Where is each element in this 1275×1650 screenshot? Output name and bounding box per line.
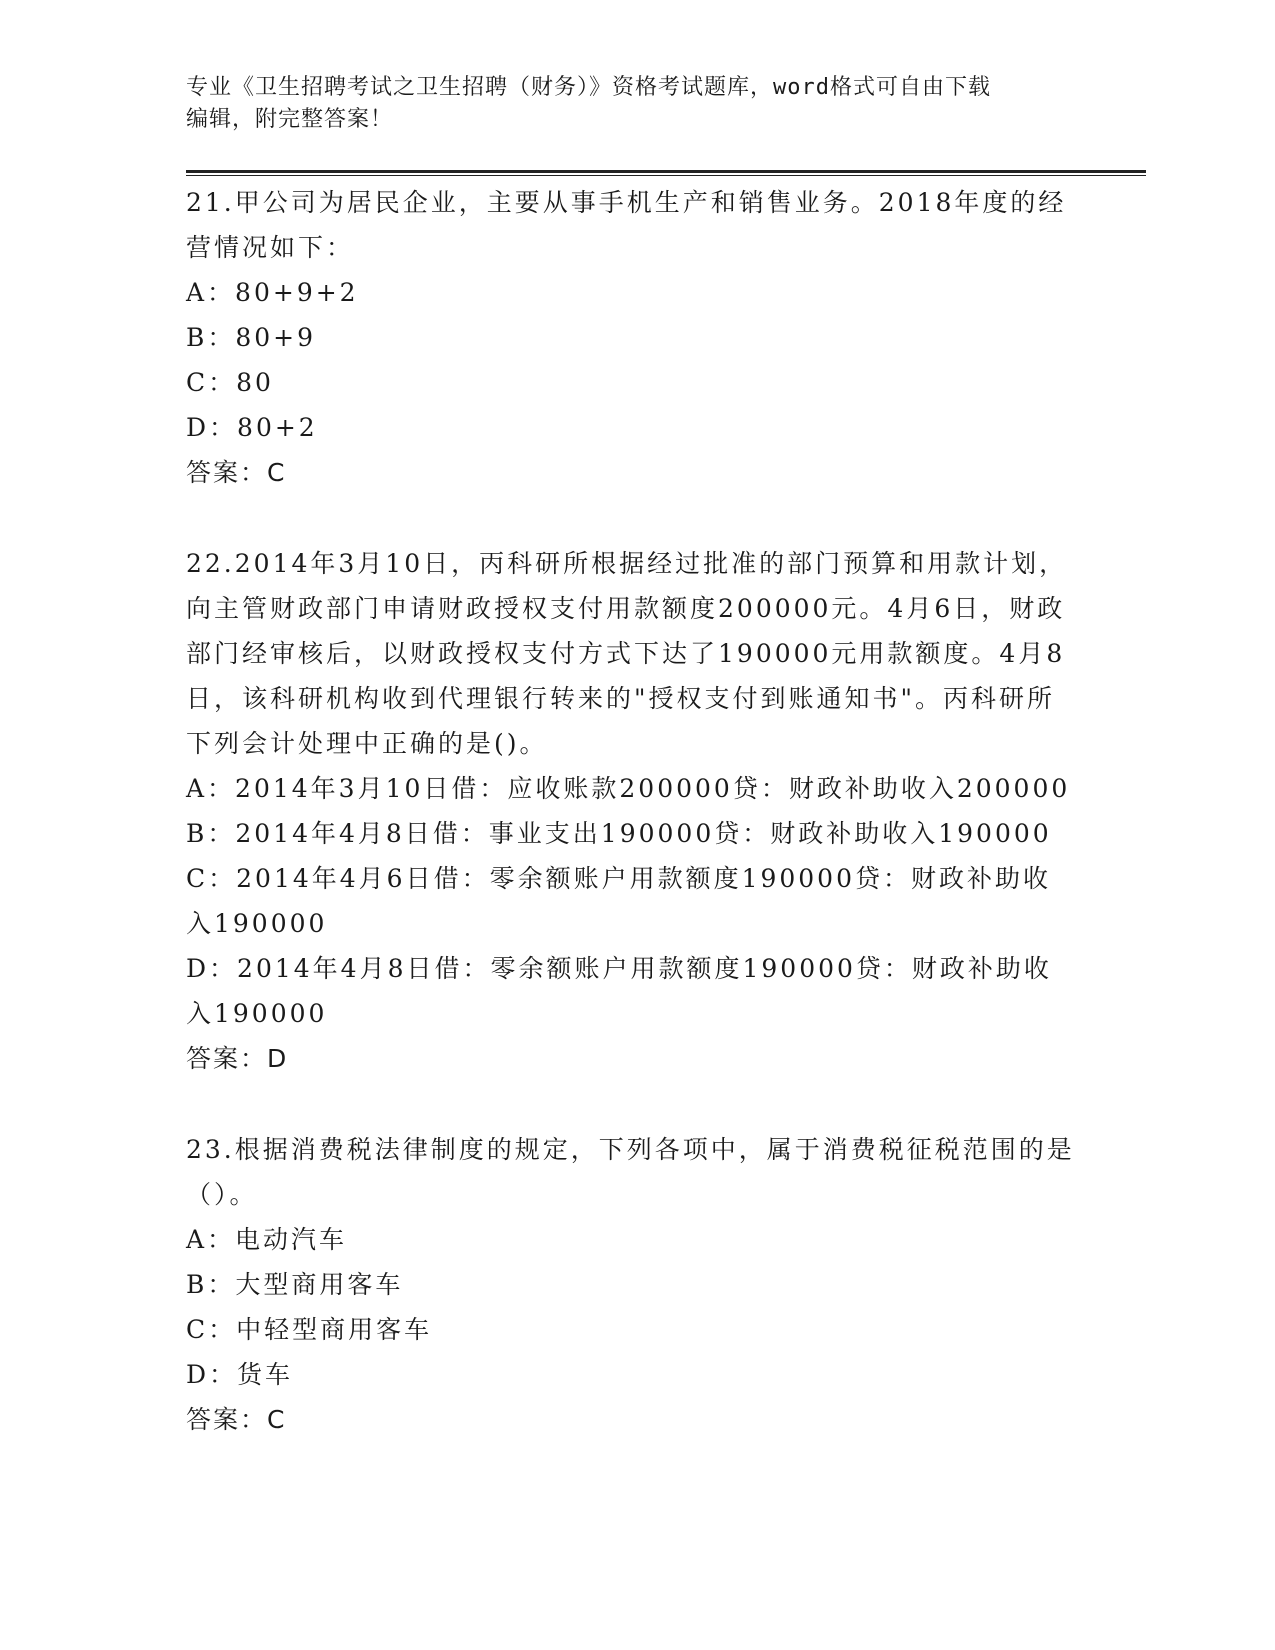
option-d: D：2014年4月8日借：零余额账户用款额度190000贷：财政补助收入190000 bbox=[186, 954, 1052, 1028]
question-stem: 23.根据消费税法律制度的规定，下列各项中，属于消费税征税范围的是（）。 bbox=[186, 1135, 1075, 1209]
question-21 bbox=[186, 180, 1146, 495]
answer: 答案：C bbox=[186, 1405, 287, 1434]
option-d: D：货车 bbox=[186, 1360, 294, 1389]
option-c: C：中轻型商用客车 bbox=[186, 1315, 433, 1344]
answer: 答案：C bbox=[186, 458, 287, 487]
option-c: C：80 bbox=[186, 368, 274, 397]
question-stem: 21.甲公司为居民企业，主要从事手机生产和销售业务。2018年度的经营情况如下： bbox=[186, 188, 1067, 262]
question-22 bbox=[186, 541, 1146, 1081]
answer: 答案：D bbox=[186, 1044, 289, 1073]
option-c: C：2014年4月6日借：零余额账户用款额度190000贷：财政补助收入190000 bbox=[186, 864, 1051, 938]
header-line-2: 编辑，附完整答案！ bbox=[186, 107, 394, 132]
document-header bbox=[186, 72, 1066, 136]
header-line-1: 专业《卫生招聘考试之卫生招聘（财务）》资格考试题库，word格式可自由下载 bbox=[186, 75, 991, 100]
document-page bbox=[186, 72, 1146, 1442]
header-divider bbox=[186, 170, 1146, 176]
option-d: D：80+2 bbox=[186, 413, 318, 442]
option-b: B：大型商用客车 bbox=[186, 1270, 404, 1299]
question-23 bbox=[186, 1127, 1146, 1442]
option-b: B：2014年4月8日借：事业支出190000贷：财政补助收入190000 bbox=[186, 819, 1052, 848]
option-a: A：电动汽车 bbox=[186, 1225, 348, 1254]
question-stem: 22.2014年3月10日，丙科研所根据经过批准的部门预算和用款计划，向主管财政部门申请财政授权支付用款额度200000元。4月6日，财政部门经审核后，以财政授权支付方式下达了190000元用款额度。4月8日，该科研机构收到代理银行转来的"授权支付到账通知书"。丙科研所下列会计处理中正确的是()。 bbox=[186, 549, 1068, 758]
option-a: A：2014年3月10日借：应收账款200000贷：财政补助收入200000 bbox=[186, 774, 1071, 803]
option-b: B：80+9 bbox=[186, 323, 317, 352]
option-a: A：80+9+2 bbox=[186, 278, 359, 307]
